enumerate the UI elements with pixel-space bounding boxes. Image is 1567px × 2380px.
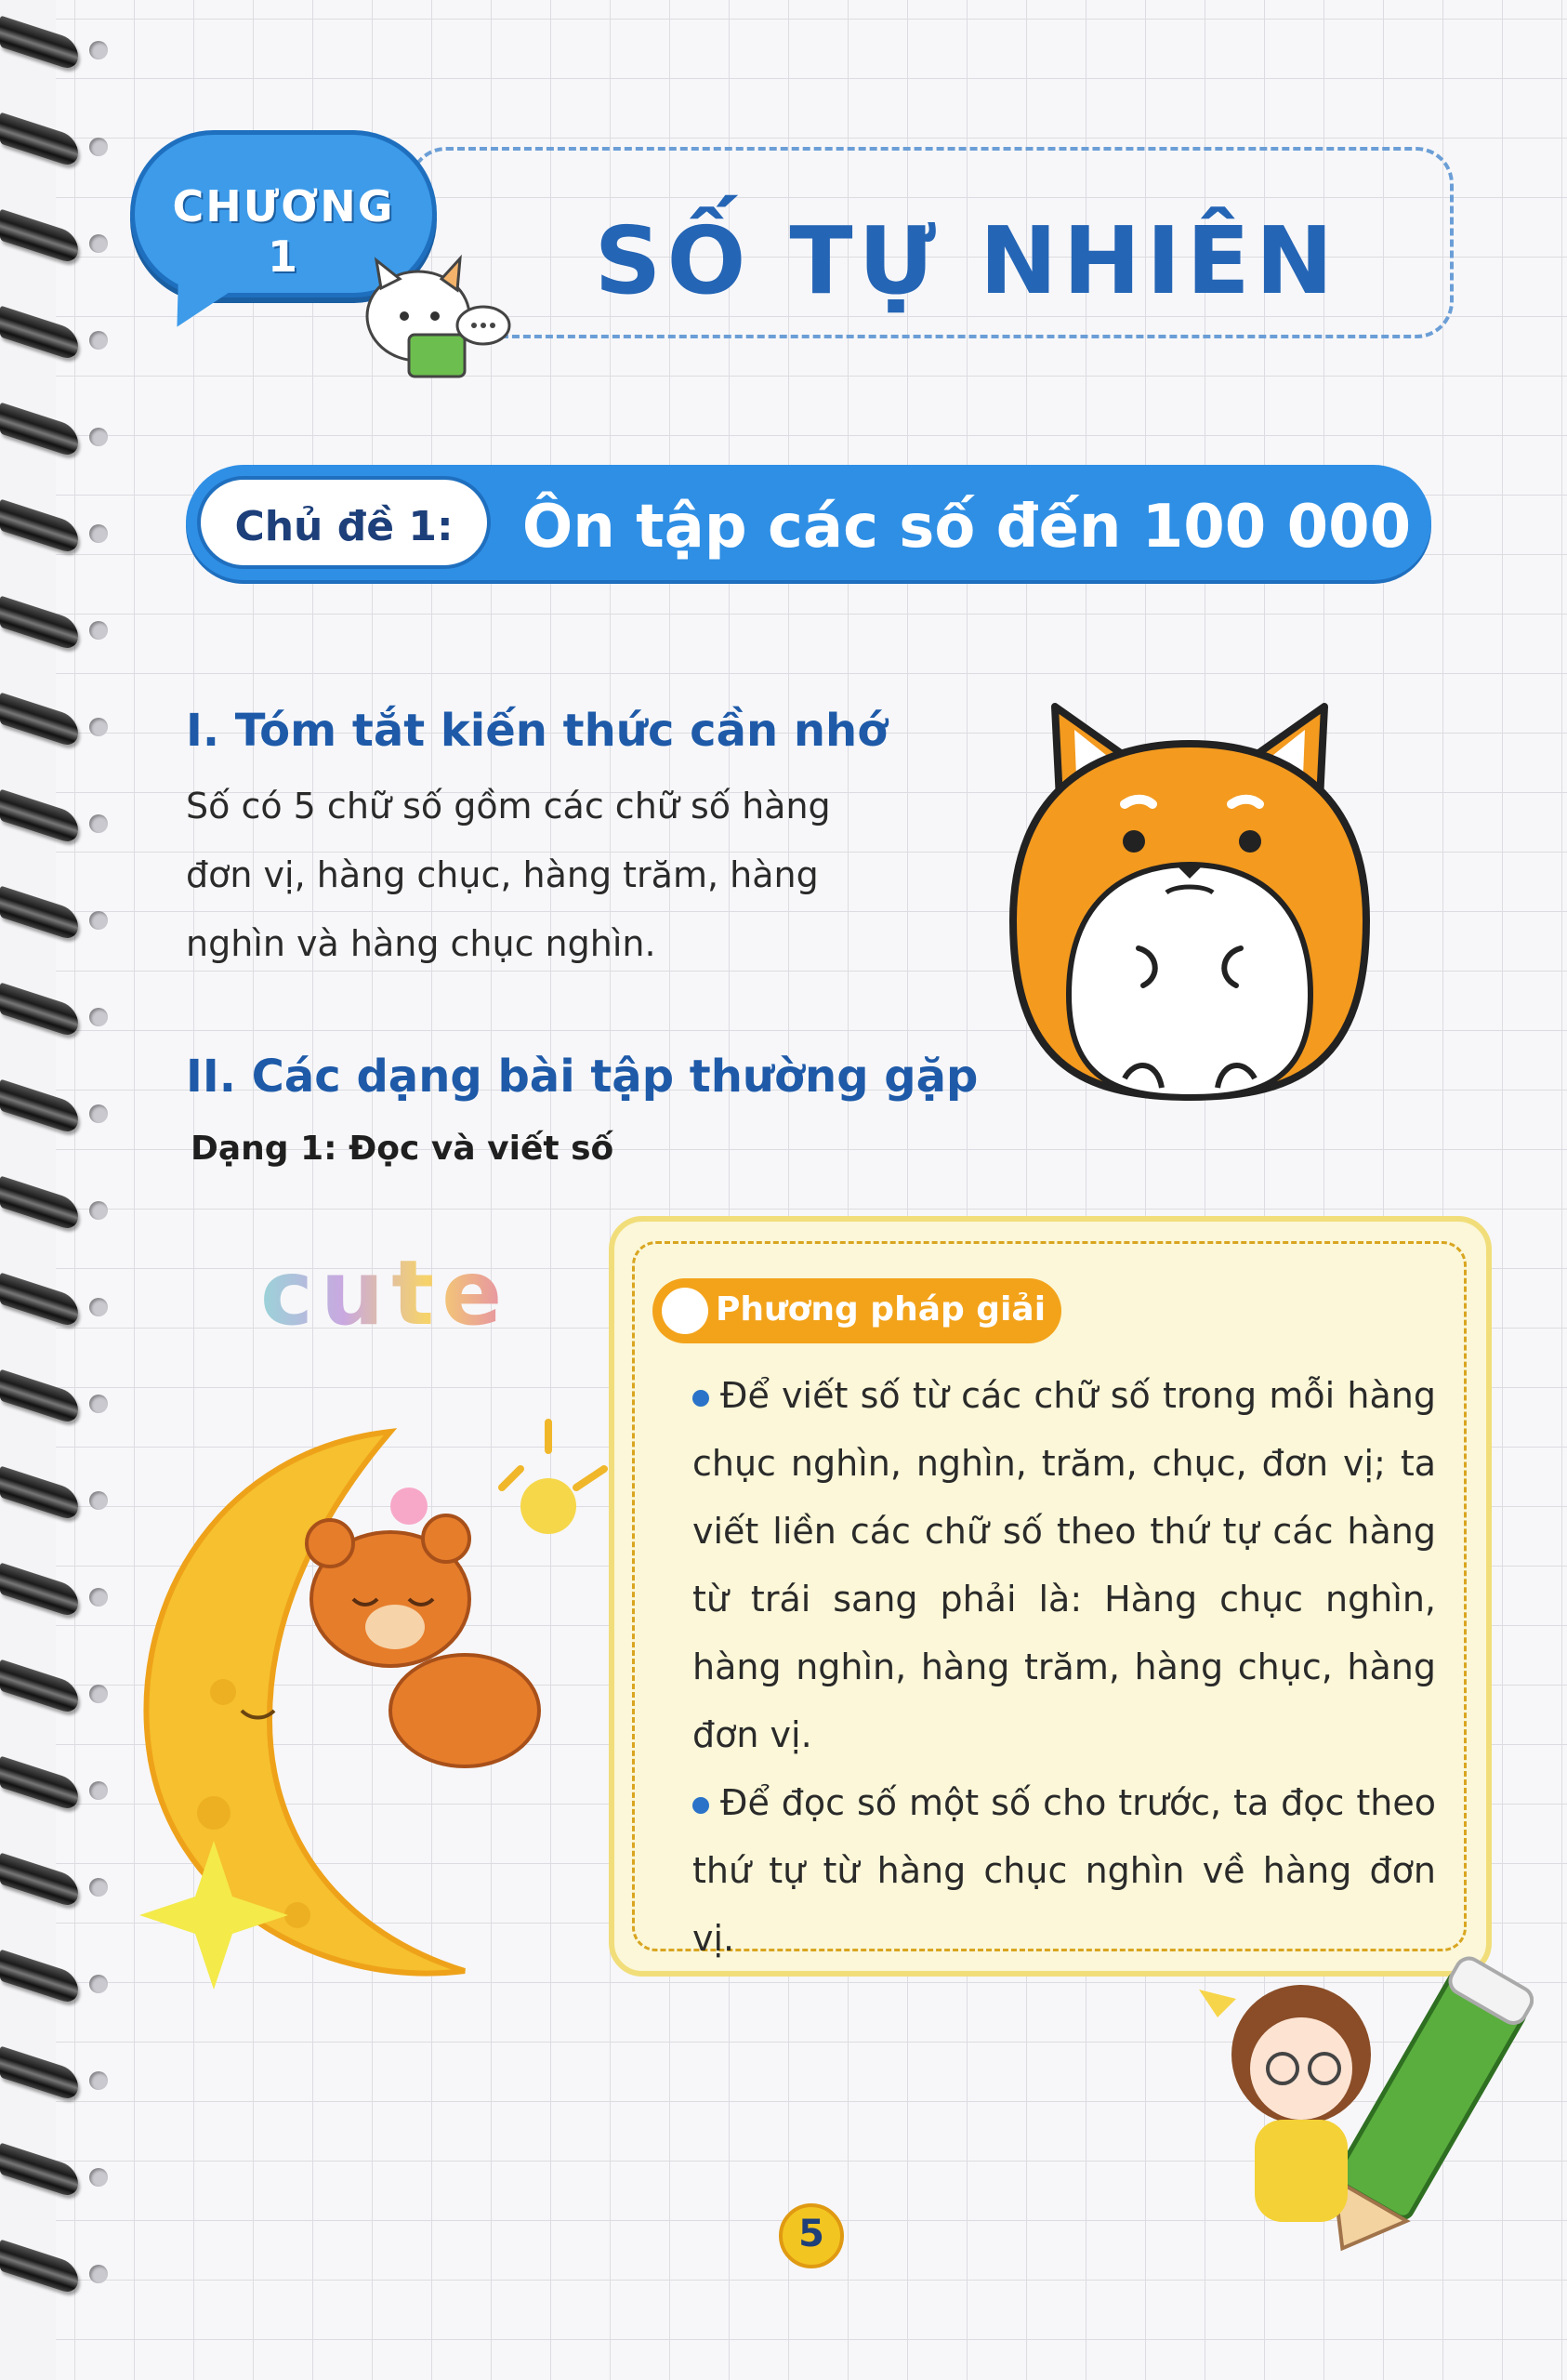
girl-pencil-illustration [1143,1934,1534,2268]
bullet-icon [692,1390,709,1407]
binding-hole [89,1104,108,1123]
spiral-ring [0,402,78,458]
topic-label: Chủ đề 1: [234,503,454,550]
binding-hole [89,911,108,930]
spiral-ring [0,1465,78,1522]
binding-hole [89,1298,108,1316]
section1-body [186,772,892,978]
section1-heading: I. Tóm tắt kiến thức cần nhớ [186,705,889,757]
shiba-dog-illustration [985,688,1394,1116]
binding-hole [89,2071,108,2090]
method-text [692,1362,1436,1973]
chapter-label: CHƯƠNG 1 [172,181,395,282]
spiral-ring [0,1755,78,1812]
topic-title: Ôn tập các số đến 100 000 [521,493,1412,562]
binding-hole [89,718,108,736]
spiral-ring [0,208,78,265]
spiral-ring [0,2239,78,2295]
spiral-ring [0,1949,78,2005]
method-bullet-text: Để viết số từ các chữ số trong mỗi hàng chục nghìn, nghìn, trăm, chục, đơn vị; ta viết liền các chữ số theo thứ tự các hàng từ trái sang phải là: Hàng chục nghìn, hàng nghìn, hàng trăm, hàng chục, hàng đơn vị. [692,1375,1436,1755]
binding-hole [89,331,108,350]
binding-hole [89,138,108,156]
spiral-ring [0,2045,78,2102]
binding-hole [89,524,108,543]
spiral-ring [0,1175,78,1232]
binding-hole [89,1685,108,1703]
moon-bear-illustration [112,1413,651,2008]
page-number: 5 [798,2213,824,2255]
binding-hole [89,1878,108,1897]
spiral-ring [0,2142,78,2199]
spiral-ring [0,982,78,1038]
bullet-icon [692,1797,709,1814]
section1-line: Số có 5 chữ số gồm các chữ số hàng [186,786,831,826]
cute-decoration [260,1241,509,1345]
binding-hole [89,814,108,833]
binding-hole [89,1491,108,1510]
binding-hole [89,234,108,253]
spiral-ring [0,1078,78,1135]
spiral-ring [0,595,78,652]
spiral-ring [0,885,78,942]
binding-hole [89,1201,108,1220]
method-bullet-text: Để đọc số một số cho trước, ta đọc theo thứ tự từ hàng chục nghìn về hàng đơn vị. [692,1782,1436,1959]
binding-hole [89,2168,108,2187]
binding-hole [89,428,108,446]
spiral-ring [0,15,78,72]
binding-hole [89,621,108,640]
spiral-ring [0,1659,78,1715]
spiral-ring [0,692,78,748]
method-dot-icon [662,1288,708,1334]
section1-line: nghìn và hàng chục nghìn. [186,923,656,964]
section2-heading: II. Các dạng bài tập thường gặp [186,1051,979,1103]
dang1-label: Dạng 1: Đọc và viết số [191,1130,614,1168]
spiral-ring [0,1562,78,1619]
spiral-ring [0,1852,78,1909]
binding-hole [89,2265,108,2283]
cute-text: cute [260,1241,510,1345]
binding-hole [89,1395,108,1413]
binding-hole [89,1781,108,1800]
section1-line: đơn vị, hàng chục, hàng trăm, hàng [186,854,819,895]
spiral-ring [0,112,78,168]
cat-reading-illustration [353,251,539,400]
spiral-ring [0,498,78,555]
binding-hole [89,41,108,60]
spiral-ring [0,305,78,362]
spiral-binding [0,0,112,2380]
binding-hole [89,1008,108,1026]
method-bullet [692,1362,1436,1769]
binding-hole [89,1588,108,1606]
spiral-ring [0,1272,78,1329]
spiral-ring [0,1368,78,1425]
binding-hole [89,1975,108,1993]
chapter-title: SỐ TỰ NHIÊN [594,206,1339,315]
spiral-ring [0,788,78,845]
method-label: Phương pháp giải [716,1290,1047,1329]
